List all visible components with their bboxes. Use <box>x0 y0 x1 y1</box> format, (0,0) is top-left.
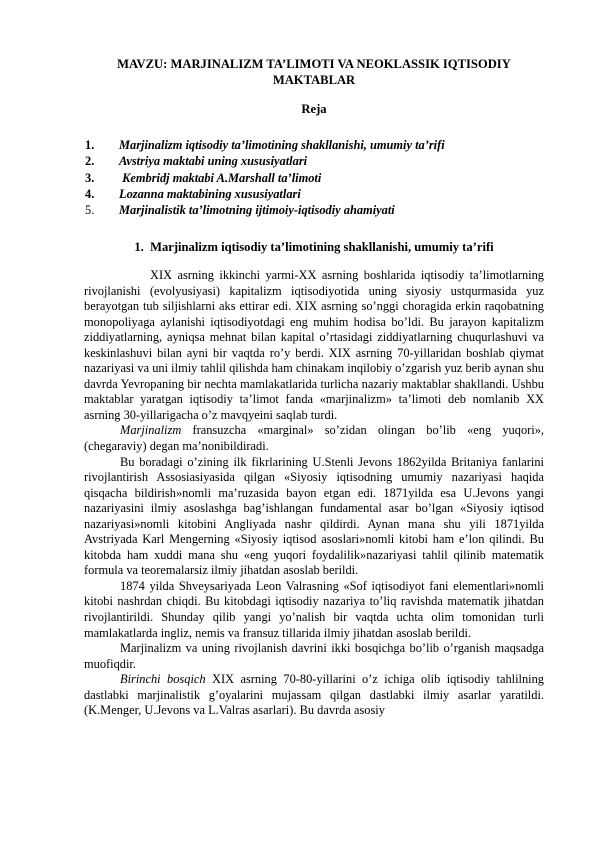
plan-item-text: Kembridj maktabi A.Marshall ta’limoti <box>119 170 322 185</box>
paragraph <box>84 423 544 454</box>
paragraph-emphasis: Birinchi bosqich <box>120 672 206 687</box>
plan-item-number: 2. <box>85 154 95 169</box>
paragraph: 1874 yilda Shveysariyada Leon Valrasning «Sof iqtisodiyot fani elementlari»nomli kitobi nashrdan chiqdi. Bu kitobdagi iqtisodiy nazariya to’liq ravishda matematik jihatdan rivojlantirildi. Shunday qilib yangi yo’nalish bir vaqtda uchta olim tomonidan turli mamlakatlarda ingliz, nemis va fransuz tillarida ilmiy jihatdan asoslab berildi. <box>84 578 544 640</box>
plan-heading: Reja <box>301 102 327 116</box>
plan-item <box>85 137 545 153</box>
paragraph: Bu boradagi o’zining ilk fikrlarining U.Stenli Jevons 1862yilda Britaniya fanlarini rivojlantirish Assosiasiyasida qilgan «Siyosiy iqtisodning umumiy nazariyasi haqida qisqacha bildirish»nomli ma’ruzasida bayon etgan edi. 1871yilda esa U.Jevons yangi nazariyasini ilmiy asoslashga bag’ishlangan fundamental asar bo’lgan «Siyosiy iqtisod nazariyasi»nomli kitobini Angliyada nashr qildirdi. Aynan mana shu yili 1871yilda Avstriyada Karl Mengerning «Siyosiy iqtisod asoslari»nomli kitobi ham e’lon qilindi. Bu kitobda ham xuddi mana shu «eng yuqori foydalilik»nazariyasi tahlil qilinib matematik formula va teoremalarsiz ilmiy jihatdan asoslab berildi. <box>84 454 544 578</box>
plan-item <box>85 186 545 202</box>
plan-item <box>85 153 545 169</box>
plan-item-number: 4. <box>85 186 95 201</box>
plan-item <box>85 202 545 218</box>
plan-item-number: 1. <box>85 138 95 152</box>
plan-item-number: 3. <box>85 170 95 185</box>
paragraph: XIX asrning ikkinchi yarmi-XX asrning boshlarida iqtisodiy ta’limotlarning rivojlanishi (evolyusiyasi) kapitalizm iqtisodiyotida uning siyosiy ustqurmasida yuz berayotgan tub siljishlarni aks ettirar edi. XIX asrning so’nggi choragida erkin raqobatning monopoliyaga aylanishi iqtisodiyotdagi eng muhim hodisa bo’ldi. Bu jarayon kapitalizm ziddiyatlarning, ayniqsa mehnat bilan kapital o’rtasidagi ziddiyatlarning chuqurlashuvi va keskinlashuvi bilan ayni bir vaqtda ro’y berdi. XIX asrning 70-yillaridan boshlab qiymat nazariyasi va uni ilmiy tahlil qilishda ham chinakam inqilobiy o’zgarish yuz berib aynan shu davrda Yevropaning bir nechta mamlakatlarida turlicha nazariy maktablar shakllandi. Ushbu maktablar yaratgan iqtisodiy ta’limot fanda «marjinalizm» ta’limoti deb nomlanib XX asrning 30-yillarigacha o’z mavqyeini saqlab turdi. <box>84 268 544 422</box>
paragraph-text: XIX asrning 70-80-yillarini o’z ichiga olib iqtisodiy tahlilning dastlabki marjinalistik g’oyalarini mujassam qilgan dastlabki ilmiy asarlar yaratildi.(K.Menger, U.Jevons va L.Valras asarlari). Bu davrda asosiy <box>84 672 544 718</box>
plan-item-text: Lozanna maktabining xususiyatlari <box>119 186 301 201</box>
section-heading: 1. Marjinalizm iqtisodiy ta’limotining shakllanishi, umumiy ta’rifi <box>134 240 494 254</box>
body-text <box>84 268 544 719</box>
paragraph <box>84 672 544 719</box>
plan-item <box>85 170 545 186</box>
page-title: MAVZU: MARJINALIZM TA’LIMOTI VA NEOKLASSIK IQTISODIY MAKTABLAR <box>117 57 511 87</box>
paragraph-text: fransuzcha «marginal» so’zidan olingan bo’lib «eng yuqori», (chegaraviy) degan ma’nonibildiradi. <box>84 423 544 454</box>
paragraph-emphasis: Marjinalizm <box>120 423 182 438</box>
plan-item-text: Marjinalistik ta’limotning ijtimoiy-iqtisodiy ahamiyati <box>119 203 395 218</box>
plan-item-text: Marjinalizm iqtisodiy ta’limotining shakllanishi, umumiy ta’rifi <box>119 138 445 152</box>
paragraph: Marjinalizm va uning rivojlanish davrini ikki bosqichga bo’lib o’rganish maqsadga muofiqdir. <box>84 641 544 671</box>
plan-item-number: 5. <box>85 203 95 218</box>
plan-item-text: Avstriya maktabi uning xususiyatlari <box>119 154 308 169</box>
plan-list <box>85 137 545 218</box>
